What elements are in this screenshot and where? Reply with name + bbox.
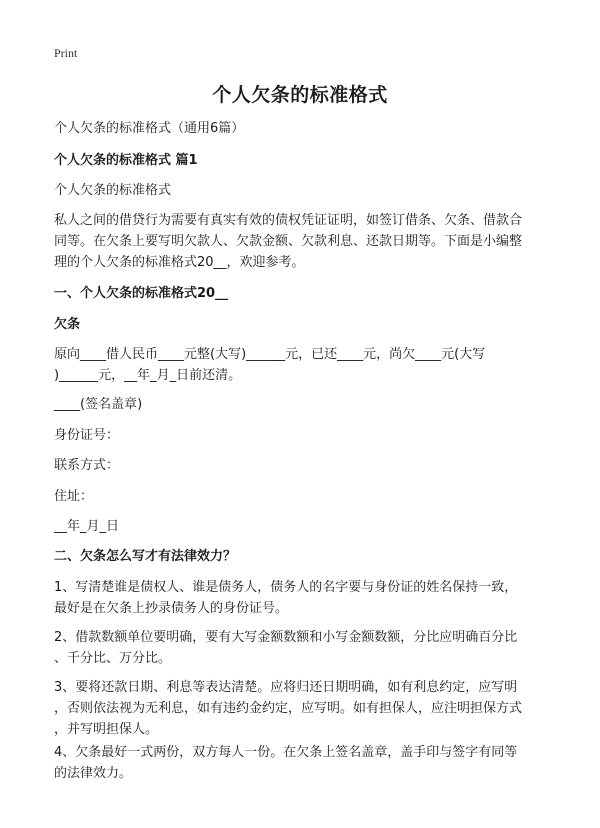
iou-body-line: )______元，__年_月_日前还清。 — [54, 368, 242, 383]
point-3 — [54, 677, 554, 740]
signature-line: ____(签名盖章) — [54, 397, 143, 412]
id-number-line: 身份证号： — [54, 428, 120, 443]
document-title: 个人欠条的标准格式 — [212, 84, 388, 106]
iou-heading: 欠条 — [54, 317, 81, 332]
point-4 — [54, 742, 554, 784]
iou-body — [54, 344, 554, 386]
point-line: 4、欠条最好一式两份，双方每人一份。在欠条上签名盖章，盖手印与签字有同等 — [54, 745, 518, 760]
iou-body-line: 原向____借人民币____元整(大写)______元，已还____元，尚欠____元(大写 — [54, 347, 486, 362]
section-one-heading: 一、个人欠条的标准格式20__ — [54, 286, 229, 301]
section-label: 个人欠条的标准格式 — [54, 183, 172, 198]
subtitle: 个人欠条的标准格式（通用6篇） — [54, 121, 245, 136]
point-line: 2、借款数额单位要明确，要有大写金额数额和小写金额数额，分比应明确百分比 — [54, 630, 518, 645]
point-1 — [54, 577, 554, 619]
point-line: 3、要将还款日期、利息等表达清楚。应将归还日期明确，如有利息约定，应写明 — [54, 680, 518, 695]
print-label: Print — [54, 46, 78, 60]
intro-paragraph — [54, 210, 554, 273]
intro-line: 私人之间的借贷行为需要有真实有效的债权凭证证明，如签订借条、欠条、借款合 — [54, 213, 523, 228]
point-line: 1、写清楚谁是债权人、谁是债务人，债务人的名字要与身份证的姓名保持一致， — [54, 580, 518, 595]
point-line: ，并写明担保人。 — [54, 722, 159, 737]
intro-line: 同等。在欠条上要写明欠款人、欠款金额、欠款利息、还款日期等。下面是小编整 — [54, 234, 523, 249]
point-line: 的法律效力。 — [54, 766, 133, 781]
point-line: 最好是在欠条上抄录债务人的身份证号。 — [54, 601, 289, 616]
point-2 — [54, 627, 554, 669]
date-line: __年_月_日 — [54, 519, 120, 534]
section-two-heading: 二、欠条怎么写才有法律效力？ — [54, 549, 237, 564]
heading-article-1: 个人欠条的标准格式 篇1 — [54, 153, 198, 168]
intro-line: 理的个人欠条的标准格式20__，欢迎参考。 — [54, 255, 305, 270]
address-line: 住址： — [54, 489, 94, 504]
point-line: 、千分比、万分比。 — [54, 651, 172, 666]
contact-line: 联系方式： — [54, 458, 120, 473]
point-line: ，否则依法视为无利息，如有违约金约定，应写明。如有担保人，应注明担保方式 — [54, 701, 523, 716]
